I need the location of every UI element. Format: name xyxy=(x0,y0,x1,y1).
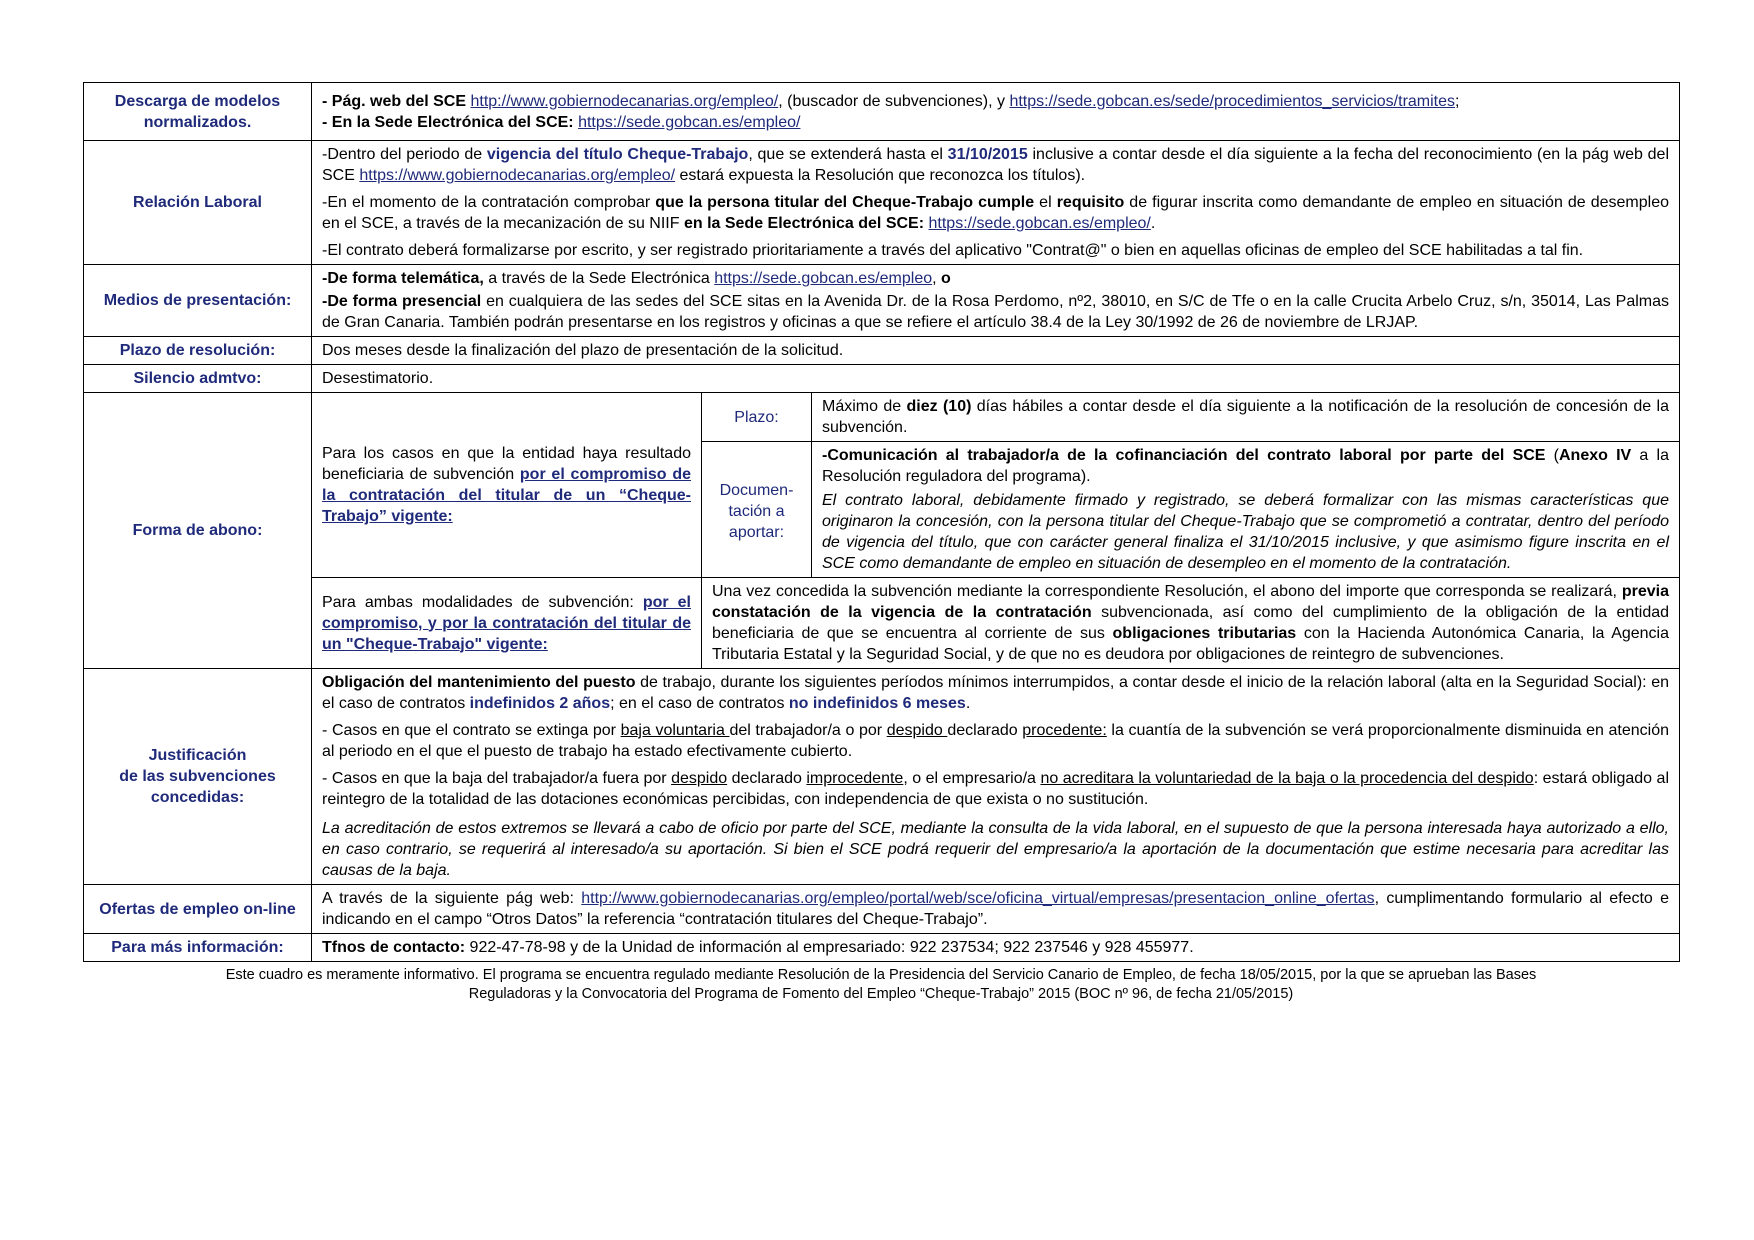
text: vigencia del título Cheque-Trabajo xyxy=(486,146,749,163)
text: 922-47-78-98 y de la Unidad de información al empresariado: 922 237534; 922 237546 y 928 455977. xyxy=(465,939,1194,956)
text: la cuantía de la subvención se verá proporcionalmente disminuida en atención al periodo en el que el puesto de trabajo ha estado efectivamente cubierto. xyxy=(322,722,1670,760)
text: : estará obligado al reintegro de la totalidad de las dotaciones económicas percibidas, con independencia de que exista o no sustitución. xyxy=(322,770,1670,808)
text: en la Sede Electrónica del SCE: xyxy=(683,215,925,232)
text: de trabajo, durante los siguientes períodos mínimos interrumpidos, a contar desde el inicio de la relación laboral (alta en la Seguridad Social): en el caso de contratos xyxy=(322,674,1670,712)
text: no indefinidos 6 meses xyxy=(788,695,966,712)
row-justificacion xyxy=(84,669,1680,885)
text: , (buscador de subvenciones), y xyxy=(778,92,1010,110)
label-silencio: Silencio admtvo: xyxy=(84,365,312,393)
label-abono: Forma de abono: xyxy=(84,393,312,669)
text: A través de la siguiente pág web: xyxy=(322,890,582,907)
label-plazo: Plazo de resolución: xyxy=(84,337,312,365)
link-sce-web[interactable]: https://www.gobiernodecanarias.org/empleo/ xyxy=(359,167,676,184)
link-sede-empleo[interactable]: https://sede.gobcan.es/empleo xyxy=(714,270,933,287)
abono-case-compromiso xyxy=(312,393,702,578)
link-sede-empleo[interactable]: https://sede.gobcan.es/empleo/ xyxy=(928,215,1151,232)
row-abono-plazo xyxy=(84,393,1680,442)
row-silencio xyxy=(84,365,1680,393)
link-sede-empleo[interactable]: https://sede.gobcan.es/empleo/ xyxy=(578,113,801,131)
text: Una vez concedida la subvención mediante la correspondiente Resolución, el abono del importe que corresponda se realizará, xyxy=(712,583,1622,600)
label-justificacion xyxy=(84,669,312,885)
content-abono-plazo xyxy=(812,393,1680,442)
text: - Casos en que la baja del trabajador/a fuera por xyxy=(322,770,672,787)
text: -Dentro del periodo de xyxy=(322,146,487,163)
info-table xyxy=(83,82,1680,962)
content-ofertas xyxy=(312,885,1680,934)
text: días hábiles a contar desde el día siguiente a la notificación de la resolución de concesión de la subvención. xyxy=(822,398,1669,436)
content-justificacion xyxy=(312,669,1680,885)
text: Obligación del mantenimiento del puesto xyxy=(322,674,636,691)
text: despido xyxy=(886,722,948,739)
text: -Comunicación al trabajador/a de la cofinanciación del contrato laboral por parte del SCE xyxy=(822,447,1546,464)
text: La acreditación de estos extremos se llevará a cabo de oficio por parte del SCE, mediante la consulta de la vida laboral, en el supuesto de que la persona interesada haya autorizado a ello, en caso contrario, se requerirá al interesado/a su aportación. Si bien el SCE podrá requerir del empresario/a la aportación de la documentación que estime necesaria para acreditar las causas de la baja. xyxy=(322,820,1669,879)
text: en cualquiera de las sedes del SCE sitas en la Avenida Dr. de la Rosa Perdomo, nº2, 38010, en S/C de Tfe o en la calle Crucita Arbelo Cruz, s/n, 35014, Las Palmas de Gran Canaria. También podrán presentarse en los registros y oficinas a que se refiere el artículo 38.4 de la Ley 30/1992 de 26 de noviembre de LRJAP. xyxy=(322,293,1670,331)
row-descarga xyxy=(84,83,1680,141)
text: , cumplimentando formulario al efecto e indicando en el campo “Otros Datos” la referencia “contratación titulares del Cheque-Trabajo”. xyxy=(322,890,1670,928)
content-medios xyxy=(312,265,1680,337)
text: a la Resolución reguladora del programa). xyxy=(822,447,1669,485)
text: ; xyxy=(1455,92,1460,110)
text: - En la Sede Electrónica del SCE: xyxy=(322,113,579,131)
footer-line-2: Reguladoras y la Convocatoria del Programa de Fomento del Empleo “Cheque-Trabajo” 2015 (BOC nº 96, de fecha 21/05/2015) xyxy=(468,986,1294,1002)
text: , que se extenderá hasta el xyxy=(748,146,948,163)
text: -En el momento de la contratación comprobar xyxy=(322,194,656,211)
text: , xyxy=(932,270,942,287)
content-descarga xyxy=(312,83,1680,141)
text: -De forma telemática, xyxy=(322,270,484,287)
text: procedente: xyxy=(1022,722,1107,739)
row-plazo xyxy=(84,337,1680,365)
label-ofertas: Ofertas de empleo on-line xyxy=(84,885,312,934)
text: Para ambas modalidades de subvención: xyxy=(322,593,643,611)
content-abono-documentacion xyxy=(812,442,1680,578)
row-info xyxy=(84,934,1680,962)
text: Justificación xyxy=(148,747,247,764)
text: - Casos en que el contrato se extinga por xyxy=(322,722,621,739)
link-ofertas-online[interactable]: http://www.gobiernodecanarias.org/empleo/portal/web/sce/oficina_virtual/empresas/presentacion_online_ofertas xyxy=(581,890,1375,907)
row-abono-ambas xyxy=(84,578,1680,669)
row-relacion xyxy=(84,141,1680,265)
text: declarado xyxy=(727,770,807,787)
text: ; en el caso de contratos xyxy=(610,695,789,712)
text: con la Hacienda Autonómica Canaria, la Agencia Tributaria Estatal y la Seguridad Social, y de que no es deudora por obligaciones de reintegro de subvenciones. xyxy=(712,625,1670,663)
content-info xyxy=(312,934,1680,962)
text: previa constatación de la vigencia de la contratación xyxy=(712,583,1669,621)
content-plazo: Dos meses desde la finalización del plazo de presentación de la solicitud. xyxy=(312,337,1680,365)
text: inclusive a contar desde el día siguiente a la fecha del reconocimiento (en la pág web del SCE xyxy=(322,146,1670,184)
footer-line-1: Este cuadro es meramente informativo. El programa se encuentra regulado mediante Resolución de la Presidencia del Servicio Canario de Empleo, de fecha 18/05/2015, por la que se aprueban las Bases xyxy=(225,967,1537,983)
row-ofertas xyxy=(84,885,1680,934)
text: no acreditara la voluntariedad de la baja o la procedencia del despido xyxy=(1040,770,1534,787)
text: subvencionada, así como del cumplimiento de la obligación de la entidad beneficiaria de que se encuentra al corriente de sus xyxy=(712,604,1670,642)
text: requisito xyxy=(1056,194,1125,211)
text: despido xyxy=(671,770,728,787)
text: el xyxy=(1034,194,1057,211)
text: improcedente xyxy=(806,770,904,787)
label-medios: Medios de presentación: xyxy=(84,265,312,337)
label-info: Para más información: xyxy=(84,934,312,962)
link-sce-web[interactable]: http://www.gobiernodecanarias.org/empleo/ xyxy=(470,92,779,110)
text: . xyxy=(965,695,971,712)
content-relacion xyxy=(312,141,1680,265)
text: o xyxy=(941,270,951,287)
text: obligaciones tributarias xyxy=(1112,625,1297,642)
label-abono-documentacion: Documen-tación a aportar: xyxy=(702,442,812,578)
label-relacion: Relación Laboral xyxy=(84,141,312,265)
content-abono-ambas xyxy=(702,578,1680,669)
link-sede-tramites[interactable]: https://sede.gobcan.es/sede/procedimientos_servicios/tramites xyxy=(1009,92,1456,110)
text: del trabajador/a o por xyxy=(729,722,887,739)
label-abono-plazo: Plazo: xyxy=(702,393,812,442)
text: -De forma presencial xyxy=(322,293,482,310)
text: , o el empresario/a xyxy=(903,770,1041,787)
content-silencio: Desestimatorio. xyxy=(312,365,1680,393)
text: por el compromiso de la contratación del titular de un “Cheque-Trabajo” vigente: xyxy=(322,466,692,525)
info-table-document xyxy=(83,82,1679,1004)
label-descarga: Descarga de modelos normalizados. xyxy=(84,83,312,141)
text: declarado xyxy=(947,722,1023,739)
text: a través de la Sede Electrónica xyxy=(483,270,715,287)
text: diez (10) xyxy=(906,398,972,415)
text: que la persona titular del Cheque-Trabajo cumple xyxy=(655,194,1035,211)
text: de las subvenciones concedidas: xyxy=(119,768,276,806)
text: 31/10/2015 xyxy=(947,146,1028,163)
text: Máximo de xyxy=(822,398,907,415)
text: estará expuesta la Resolución que reconozca los títulos). xyxy=(675,167,1086,184)
text: - Pág. web del SCE xyxy=(322,92,471,110)
text: . xyxy=(1150,215,1156,232)
text: Anexo IV xyxy=(1559,447,1632,464)
text: ( xyxy=(1545,447,1559,464)
text: de figurar inscrita como demandante de empleo en situación de desempleo en el SCE, a través de la mecanización de su NIIF xyxy=(322,194,1670,232)
text: -El contrato deberá formalizarse por escrito, y ser registrado prioritariamente a través del aplicativo "Contrat@" o bien en aquellas oficinas de empleo del SCE habilitadas a tal fin. xyxy=(322,242,1584,259)
text: Para los casos en que la entidad haya resultado beneficiaria de subvención xyxy=(322,445,691,483)
footer-note xyxy=(83,966,1679,1004)
text: El contrato laboral, debidamente firmado y registrado, se deberá formalizar con las mismas características que originaron la concesión, con la persona titular del Cheque-Trabajo que se comprometió a contratar, dentro del período de vigencia del título, que con carácter general finaliza el 31/10/2015 inclusive, y que asimismo figure inscrita en el SCE como demandante de empleo en situación de desempleo en el momento de la contratación. xyxy=(822,492,1669,572)
text: baja voluntaria xyxy=(620,722,730,739)
text: Tfnos de contacto: xyxy=(322,939,466,956)
abono-case-ambas xyxy=(312,578,702,669)
row-medios xyxy=(84,265,1680,337)
text: por el compromiso, y por la contratación del titular de un "Cheque-Trabajo" vigente: xyxy=(322,593,691,653)
text: indefinidos 2 años xyxy=(469,695,611,712)
